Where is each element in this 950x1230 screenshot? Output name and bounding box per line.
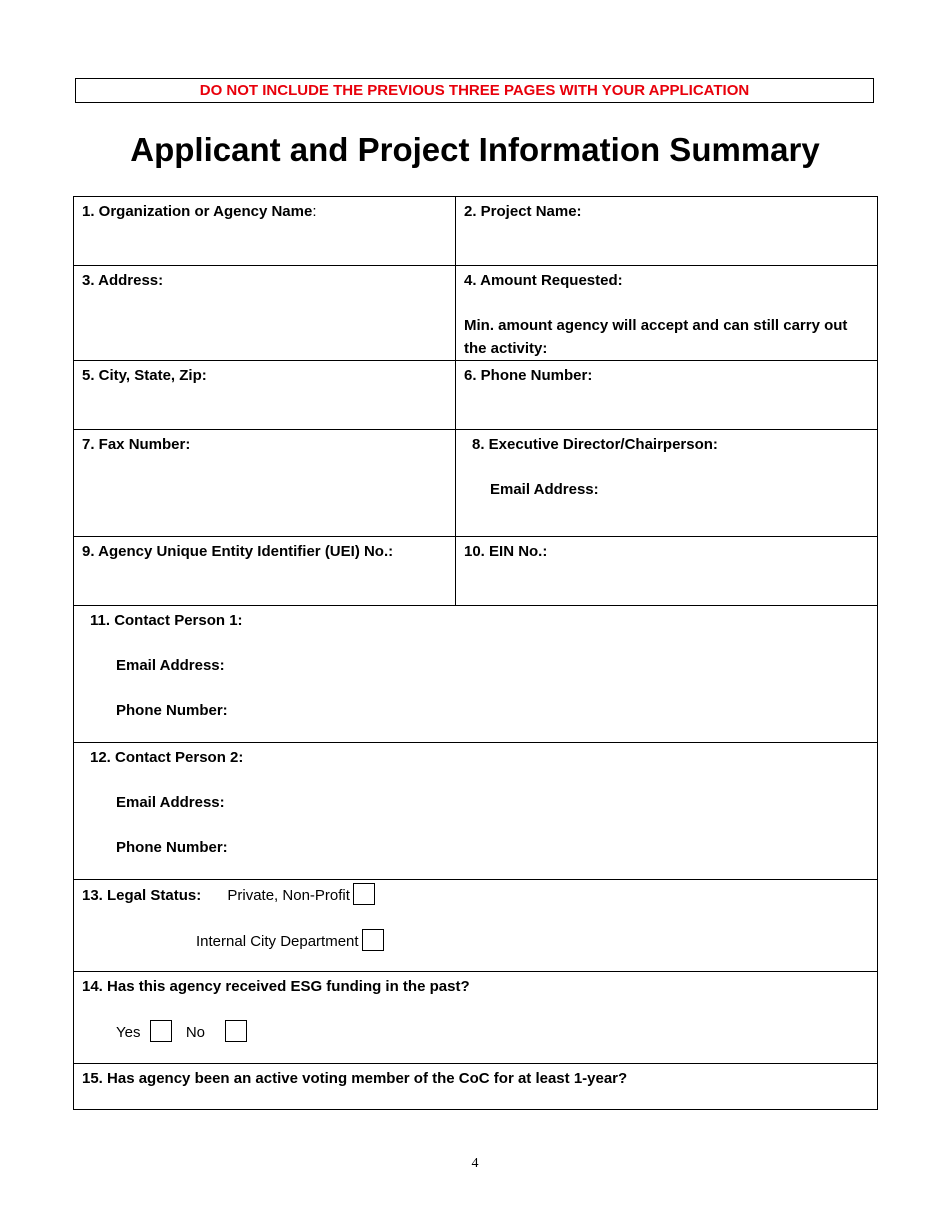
phone-number-label: 6. Phone Number: xyxy=(464,367,593,384)
coc-membership-question: 15. Has agency been an active voting member of the CoC for at least 1-year? xyxy=(82,1070,628,1087)
private-nonprofit-checkbox[interactable] xyxy=(353,883,375,905)
contact-person-1-email-label: Email Address: xyxy=(116,657,225,674)
esg-funding-yes-label: Yes xyxy=(116,1024,141,1041)
fax-number-label: 7. Fax Number: xyxy=(82,436,191,453)
executive-director-field[interactable] xyxy=(456,430,878,537)
project-name-label: 2. Project Name: xyxy=(464,203,582,220)
contact-person-2-email-label: Email Address: xyxy=(116,794,225,811)
esg-funding-question: 14. Has this agency received ESG funding in the past? xyxy=(82,978,470,995)
address-field[interactable] xyxy=(74,266,456,361)
internal-city-department-label: Internal City Department xyxy=(196,933,359,950)
warning-banner: DO NOT INCLUDE THE PREVIOUS THREE PAGES WITH YOUR APPLICATION xyxy=(75,78,874,103)
amount-requested-field[interactable] xyxy=(456,266,878,361)
ein-number-label: 10. EIN No.: xyxy=(464,543,548,560)
ein-number-field[interactable] xyxy=(456,537,878,606)
organization-name-field[interactable] xyxy=(74,197,456,266)
city-state-zip-field[interactable] xyxy=(74,361,456,430)
application-form-table xyxy=(73,196,878,1110)
organization-name-colon: : xyxy=(312,203,317,220)
city-state-zip-label: 5. City, State, Zip: xyxy=(82,367,207,384)
legal-status-label: 13. Legal Status: xyxy=(82,887,202,904)
uei-number-label: 9. Agency Unique Entity Identifier (UEI) No.: xyxy=(82,543,394,560)
fax-number-field[interactable] xyxy=(74,430,456,537)
contact-person-1-field[interactable] xyxy=(74,606,878,743)
organization-name-label: 1. Organization or Agency Name xyxy=(82,203,313,220)
coc-membership-field[interactable] xyxy=(74,1064,878,1110)
contact-person-2-label: 12. Contact Person 2: xyxy=(90,749,244,766)
esg-funding-yes-checkbox[interactable] xyxy=(150,1020,172,1042)
legal-status-field xyxy=(74,880,878,972)
private-nonprofit-label: Private, Non-Profit xyxy=(227,887,350,904)
contact-person-2-field[interactable] xyxy=(74,743,878,880)
page-number: 4 xyxy=(471,1156,479,1171)
contact-person-1-label: 11. Contact Person 1: xyxy=(90,612,243,629)
phone-number-field[interactable] xyxy=(456,361,878,430)
contact-person-2-phone-label: Phone Number: xyxy=(116,839,228,856)
min-amount-label: Min. amount agency will accept and can still carry out the activity: xyxy=(464,317,848,357)
esg-funding-no-checkbox[interactable] xyxy=(225,1020,247,1042)
esg-funding-field xyxy=(74,972,878,1064)
amount-requested-label: 4. Amount Requested: xyxy=(464,272,623,289)
page-title: Applicant and Project Information Summary xyxy=(130,131,820,168)
project-name-field[interactable] xyxy=(456,197,878,266)
address-label: 3. Address: xyxy=(82,272,164,289)
contact-person-1-phone-label: Phone Number: xyxy=(116,702,228,719)
esg-funding-no-label: No xyxy=(185,1024,206,1041)
uei-number-field[interactable] xyxy=(74,537,456,606)
internal-city-department-checkbox[interactable] xyxy=(362,929,384,951)
executive-director-email-label: Email Address: xyxy=(490,481,599,498)
executive-director-label: 8. Executive Director/Chairperson: xyxy=(472,436,718,453)
